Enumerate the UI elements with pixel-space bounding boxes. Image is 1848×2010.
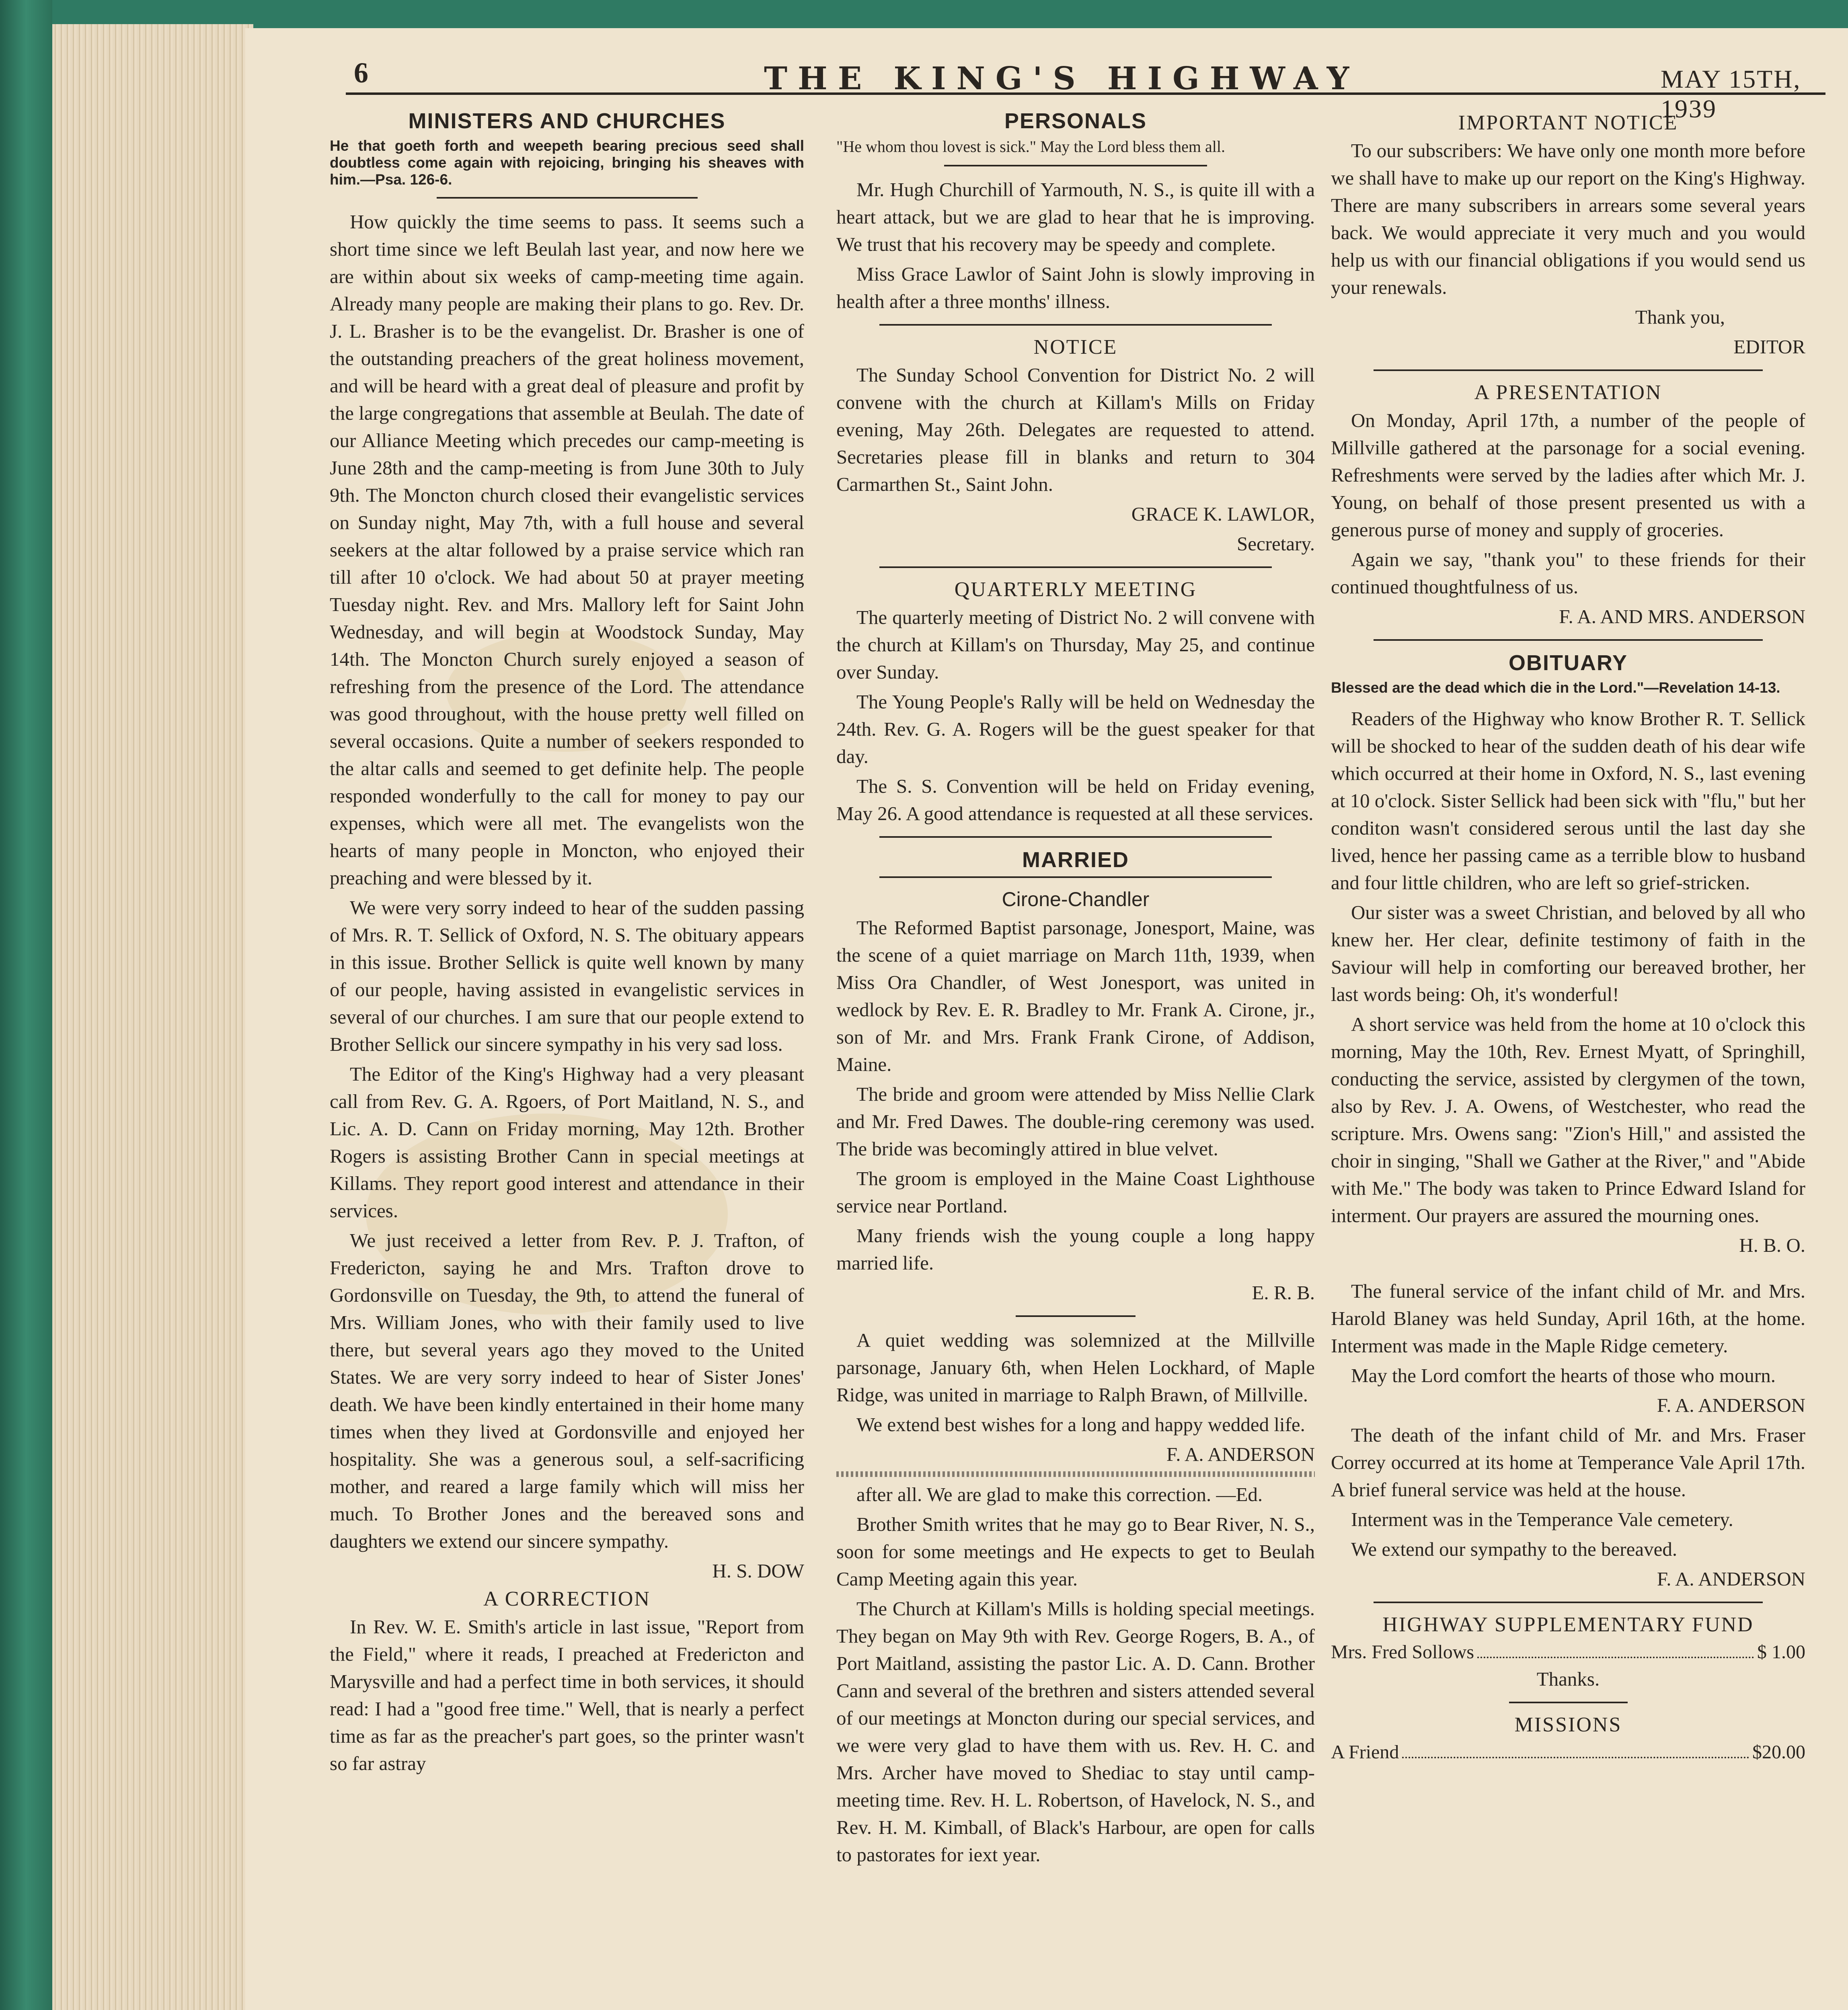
signature: F. A. ANDERSON — [1657, 1568, 1805, 1590]
paragraph: In Rev. W. E. Smith's article in last issue, "Report from the Field," where it reads, I preached at Fredericton and Marysville and had a perfect time in both services, it should read: I had a "good free time." Well, that is nearly a perfect time as far as the preacher's part goes, so the printer wasn't so far astray — [330, 1616, 804, 1774]
divider — [1509, 1702, 1628, 1703]
section-title-supplementary-fund: HIGHWAY SUPPLEMENTARY FUND — [1382, 1613, 1754, 1636]
fund-thanks: Thanks. — [1536, 1668, 1600, 1690]
paragraph: after all. We are glad to make this correction. —Ed. — [856, 1483, 1263, 1505]
paragraph: The Church at Killam's Mills is holding special meetings. They began on May 9th with Rev. George Rogers, B. A., of Port Maitland, assisting the pastor Lic. A. D. Cann. Brother Cann and several of the brethren and sisters attended several of our meetings at Moncton during our special services, and we were very glad to have them with us. Rev. H. C. and Mrs. Archer have moved to Shediac to stay until camp-meeting time. Rev. H. L. Robertson, of Havelock, N. S., and Rev. H. M. Kimball, of Black's Harbour, are open for calls to pastorates for iext year. — [836, 1598, 1315, 1866]
page-number: 6 — [354, 57, 368, 89]
signature: F. A. ANDERSON — [1166, 1443, 1315, 1465]
epigraph: He that goeth forth and weepeth bearing precious seed shall doubtless come again with rejoicing, bringing his sheaves with him.—Psa. 126-6. — [330, 137, 804, 188]
divider — [944, 165, 1207, 166]
paragraph: The Editor of the King's Highway had a very pleasant call from Rev. G. A. Rgoers, of Port Maitland, N. S., and Lic. A. D. Cann on Friday morning, May 12th. Brother Rogers is assisting Brother Cann in special meetings at Killams. They report good interest and attendance in their services. — [330, 1063, 804, 1222]
paragraph: On Monday, April 17th, a number of the people of Millville gathered at the parsonage for a social evening. Refreshments were served by the ladies after which Mr. J. Young, on behalf of those present presented us with a generous purse of money and supply of groceries. — [1331, 409, 1805, 541]
signature: F. A. ANDERSON — [1657, 1394, 1805, 1416]
signature: H. S. DOW — [712, 1560, 804, 1582]
column-personals-notices — [836, 109, 1315, 1871]
paragraph: May the Lord comfort the hearts of those who mourn. — [1351, 1364, 1776, 1386]
header-rule — [346, 92, 1825, 95]
section-title-personals: PERSONALS — [1004, 109, 1147, 133]
section-title-quarterly-meeting: QUARTERLY MEETING — [954, 578, 1197, 601]
paragraph: The bride and groom were attended by Miss Nellie Clark and Mr. Fred Dawes. The double-ring ceremony was used. The bride was becomingly attired in blue velvet. — [836, 1083, 1315, 1160]
page-stack-edges — [52, 24, 253, 2010]
section-title-important-notice: IMPORTANT NOTICE — [1458, 111, 1678, 134]
missions-amount: $20.00 — [1752, 1741, 1805, 1763]
divider — [879, 876, 1272, 878]
fund-donor: Mrs. Fred Sollows — [1331, 1641, 1474, 1663]
divider — [1016, 1315, 1135, 1317]
fund-amount: $ 1.00 — [1757, 1641, 1805, 1663]
paragraph: The funeral service of the infant child of Mr. and Mrs. Harold Blaney was held Sunday, April 16th, at the home. Interment was made in the Maple Ridge cemetery. — [1331, 1280, 1805, 1357]
paragraph: Again we say, "thank you" to these friends for their continued thoughtfulness of us. — [1331, 548, 1805, 598]
fund-entry — [1331, 1639, 1805, 1665]
paragraph: A short service was held from the home at 10 o'clock this morning, May the 10th, Rev. Ernest Myatt, of Springhill, conducting the service, assisted by clergymen of the town, also by Rev. J. A. Owens, of Westchester, who read the scripture. Mrs. Owens sang: "Zion's Hill," and assisted the choir in singing, "Shall we Gather at the River," and "Abide with Me." The body was taken to Prince Edward Island for interment. Our prayers are assured the mourning ones. — [1331, 1013, 1805, 1227]
section-title-correction: A CORRECTION — [483, 1587, 651, 1610]
paragraph: Readers of the Highway who know Brother R. T. Sellick will be shocked to hear of the sudden death of his dear wife which occurred at their home in Oxford, N. S., last evening at 10 o'clock. Sister Sellick had been sick with "flu," but her conditon wasn't considered serous until the last day she lived, hence her passing came as a terrible blow to husband and four little children, who are left so grief-stricken. — [1331, 708, 1805, 894]
paragraph: A quiet wedding was solemnized at the Millville parsonage, January 6th, when Helen Lockhard, of Maple Ridge, was united in marriage to Ralph Brawn, of Millville. — [836, 1329, 1315, 1406]
missions-donor: A Friend — [1331, 1741, 1399, 1763]
signature: H. B. O. — [1739, 1234, 1805, 1256]
issue-date: MAY 15TH, 1939 — [1661, 65, 1801, 123]
paragraph: The Reformed Baptist parsonage, Jonesport, Maine, was the scene of a quiet marriage on March 11th, 1939, when Miss Ora Chandler, of West Jonesport, was united in wedlock by Rev. E. R. Bradley to Mr. Frank A. Cirone, jr., son of Mr. and Mrs. Frank Frank Cirone, of Addison, Maine. — [836, 917, 1315, 1075]
paragraph: We extend best wishes for a long and happy wedded life. — [856, 1413, 1305, 1436]
paragraph: The death of the infant child of Mr. and Mrs. Fraser Correy occurred at its home at Temperance Vale April 17th. A brief funeral service was held at the house. — [1331, 1424, 1805, 1501]
spacer — [1331, 1261, 1805, 1278]
divider — [879, 566, 1272, 568]
paragraph: The Young People's Rally will be held on Wednesday the 24th. Rev. G. A. Rogers will be the guest speaker for that day. — [836, 691, 1315, 767]
epigraph: Blessed are the dead which die in the Lord."—Revelation 14-13. — [1331, 679, 1780, 696]
leader-dots — [1402, 1739, 1749, 1758]
newspaper-page — [245, 28, 1848, 2010]
paragraph: Many friends wish the young couple a long happy married life. — [836, 1224, 1315, 1274]
signature-role: Secretary. — [1236, 533, 1315, 555]
section-title-missions: MISSIONS — [1514, 1713, 1622, 1736]
paragraph: Mr. Hugh Churchill of Yarmouth, N. S., is quite ill with a heart attack, but we are glad to hear that he is improving. We trust that his recovery may be speedy and complete. — [836, 178, 1315, 255]
divider — [1374, 369, 1763, 371]
paragraph: The groom is employed in the Maine Coast Lighthouse service near Portland. — [836, 1167, 1315, 1217]
paragraph: Interment was in the Temperance Vale cemetery. — [1351, 1508, 1733, 1530]
section-title-married: MARRIED — [1022, 848, 1129, 872]
paragraph: We were very sorry indeed to hear of the sudden passing of Mrs. R. T. Sellick of Oxford, N. S. The obituary appears in this issue. Brother Sellick is quite well known by many of our people, having assisted in evangelistic services in several of our churches. I am sure that our people extend to Brother Sellick our sincere sympathy in his very sad loss. — [330, 896, 804, 1055]
signature: GRACE K. LAWLOR, — [1131, 503, 1315, 525]
thanks-line: Thank you, — [1635, 306, 1725, 328]
signature: E. R. B. — [1252, 1282, 1315, 1304]
divider — [1374, 639, 1763, 641]
divider — [1374, 1602, 1763, 1603]
signature: F. A. AND MRS. ANDERSON — [1559, 605, 1805, 628]
divider — [437, 197, 698, 199]
paragraph: We extend our sympathy to the bereaved. — [1351, 1538, 1678, 1560]
paragraph: Miss Grace Lawlor of Saint John is slowly improving in health after a three months' illness. — [836, 263, 1315, 312]
section-title-notice: NOTICE — [1033, 336, 1118, 359]
wedding-title: Cirone-Chandler — [1002, 888, 1150, 911]
epigraph: "He whom thou lovest is sick." May the Lord bless them all. — [836, 137, 1225, 156]
section-title-obituary: OBITUARY — [1509, 651, 1628, 675]
paragraph: The S. S. Convention will be held on Friday evening, May 26. A good attendance is requested at all these services. — [836, 775, 1315, 825]
paragraph: Our sister was a sweet Christian, and beloved by all who knew her. Her clear, definite testimony of faith in the Saviour will help in comforting our bereaved brother, her last words being: Oh, it's wonderful! — [1331, 901, 1805, 1005]
paragraph: The quarterly meeting of District No. 2 will convene with the church at Killam's on Thursday, May 25, and continue over Sunday. — [836, 606, 1315, 683]
leader-dots — [1477, 1639, 1754, 1658]
missions-entry — [1331, 1739, 1805, 1766]
paragraph: Brother Smith writes that he may go to Bear River, N. S., soon for some meetings and He expects to get to Beulah Camp Meeting again this year. — [836, 1513, 1315, 1590]
paragraph: The Sunday School Convention for District No. 2 will convene with the church at Killam's Mills on Friday evening, May 26th. Delegates are requested to attend. Secretaries please fill in blanks and return to 304 Carmarthen St., Saint John. — [836, 364, 1315, 495]
divider — [879, 324, 1272, 326]
book-cover-edge — [0, 0, 52, 2010]
paragraph: To our subscribers: We have only one month more before we shall have to make up our report on the King's Highway. There are many subscribers in arrears some several years back. We would appreciate it very much and you would help us with our financial obligations if you would send us your renewals. — [1331, 139, 1805, 298]
divider — [879, 836, 1272, 838]
paragraph: How quickly the time seems to pass. It seems such a short time since we left Beulah last year, and now here we are within about six weeks of camp-meeting time again. Already many people are making their plans to go. Rev. Dr. J. L. Brasher is to be the evangelist. Dr. Brasher is one of the outstanding preachers of the great holiness movement, and will be heard with a great deal of pleasure and profit by the large congregations that assemble at Beulah. The date of our Alliance Meeting which precedes our camp-meeting is June 28th and the camp-meeting is from June 30th to July 9th. The Moncton church closed their evangelistic services on Sunday night, May 7th, with a full house and several seekers at the altar followed by a praise service which ran till after 10 o'clock. We had about 50 at prayer meeting Tuesday night. Rev. and Mrs. Mallory left for Saint John Wednesday, and will begin at Woodstock Sunday, May 14th. The Moncton Church surely enjoyed a season of refreshing from the presence of the Lord. The attendance was good throughout, with the house pretty well filled on several occasions. Quite a number of seekers responded to the altar calls and seemed to get definite help. The people responded wonderfully to the call for money to pay our expenses, which were all met. The evangelists won the hearts of many people in Moncton, who enjoyed their preaching and were blessed by it. — [330, 211, 804, 889]
section-title-presentation: A PRESENTATION — [1474, 381, 1662, 404]
wavy-divider — [836, 1471, 1315, 1477]
section-title-ministers: MINISTERS AND CHURCHES — [408, 109, 726, 133]
masthead: THE KING'S HIGHWAY — [764, 60, 1360, 97]
column-ministers-and-churches — [330, 109, 804, 1780]
signature: EDITOR — [1733, 336, 1805, 358]
column-notices-obituary — [1331, 109, 1805, 1766]
paragraph: We just received a letter from Rev. P. J. Trafton, of Fredericton, saying he and Mrs. Trafton drove to Gordonsville on Tuesday, the 9th, to attend the funeral of Mrs. William Jones, who with their family used to live there, but several years ago they moved to the United States. We are very sorry indeed to hear of Sister Jones' death. We have been kindly entertained in their home many times when they lived at Gordonsville and enjoyed her hospitality. She was a generous soul, a self-sacrificing mother, and reared a large family which will miss her much. To Brother Jones and the bereaved sons and daughters we extend our sincere sympathy. — [330, 1229, 804, 1552]
